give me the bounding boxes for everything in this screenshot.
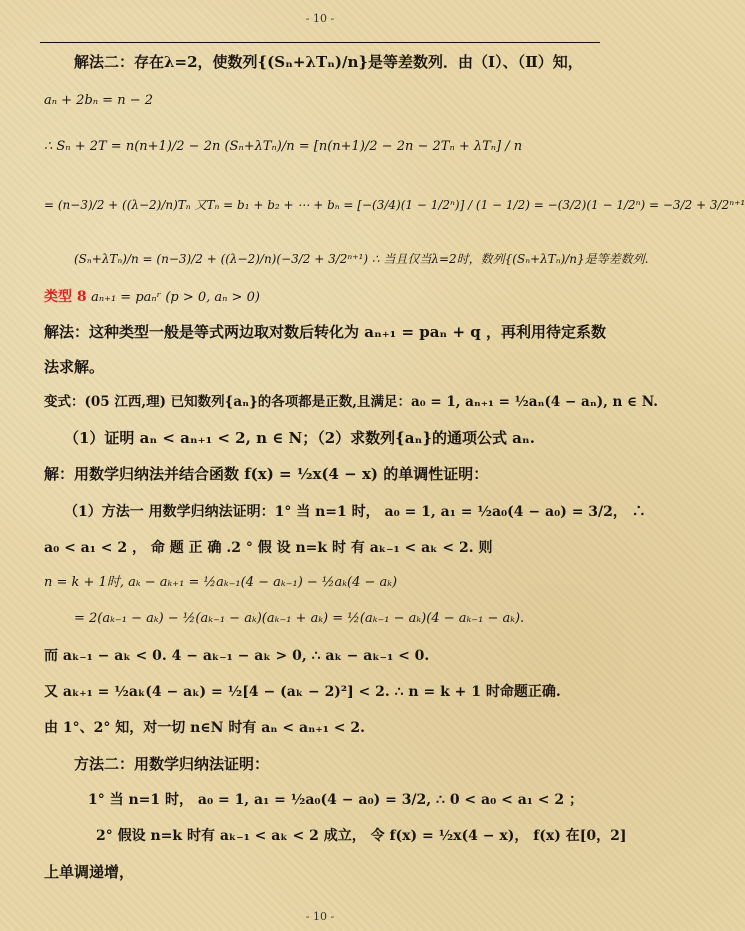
header-rule [40,42,600,43]
method-two-heading: 解法二：存在λ=2，使数列{(Sₙ+λTₙ)/n}是等差数列．由（Ⅰ）、（Ⅱ）知， [74,53,583,71]
solution-intro: 解：用数学归纳法并结合函数 f(x) = ½x(4 − x) 的单调性证明： [44,465,489,483]
proof-line: 上单调递增， [44,863,135,881]
equation-line: ∴ Sₙ + 2T = n(n+1)/2 − 2n (Sₙ+λTₙ)/n = [n(n+1)/2 − 2n − 2Tₙ + λTₙ] / n [44,139,523,154]
equation-line: n = k + 1时, aₖ − aₖ₊₁ = ½aₖ₋₁(4 − aₖ₋₁) − ½aₖ(4 − aₖ) [44,575,398,590]
proof-line: 又 aₖ₊₁ = ½aₖ(4 − aₖ) = ½[4 − (aₖ − 2)²] < 2. ∴ n = k + 1 时命题正确. [44,684,561,700]
type-formula: aₙ₊₁ = paₙʳ (p > 0, aₙ > 0) [91,290,260,305]
proof-line: 而 aₖ₋₁ − aₖ < 0. 4 − aₖ₋₁ − aₖ > 0, ∴ aₖ − aₖ₋₁ < 0. [44,648,430,664]
equation-line: = 2(aₖ₋₁ − aₖ) − ½(aₖ₋₁ − aₖ)(aₖ₋₁ + aₖ) = ½(aₖ₋₁ − aₖ)(4 − aₖ₋₁ − aₖ). [74,611,525,626]
solution-paragraph: 法求解。 [44,358,105,376]
variant-problem: 变式：(05 江西,理) 已知数列{aₙ}的各项都是正数,且满足：a₀ = 1, aₙ₊₁ = ½aₙ(4 − aₙ), n ∈ N. [44,394,658,410]
solution-paragraph: 解法：这种类型一般是等式两边取对数后转化为 aₙ₊₁ = paₙ + q ，再利用待定系数 [44,323,606,341]
proof-line: 1° 当 n=1 时， a₀ = 1, a₁ = ½a₀(4 − a₀) = 3/2, ∴ 0 < a₀ < a₁ < 2 ； [88,792,584,808]
equation-line: = (n−3)/2 + ((λ−2)/n)Tₙ 又Tₙ = b₁ + b₂ + ⋯ + bₙ = [−(3/4)(1 − 1/2ⁿ)] / (1 − 1/2) = −(3/2)(1 − 1/2ⁿ) = −3/2 + 3/2ⁿ⁺¹ [44,198,745,212]
type-label: 类型 8 [44,289,87,305]
equation-line: aₙ + 2bₙ = n − 2 [44,93,153,108]
proof-line: 2° 假设 n=k 时有 aₖ₋₁ < aₖ < 2 成立， 令 f(x) = ½x(4 − x)， f(x) 在[0，2] [96,828,627,844]
method-heading: 方法二：用数学归纳法证明： [74,755,270,773]
proof-line: （1）方法一 用数学归纳法证明：1° 当 n=1 时， a₀ = 1, a₁ = ½a₀(4 − a₀) = 3/2， ∴ [64,504,646,520]
problem-parts: （1）证明 aₙ < aₙ₊₁ < 2, n ∈ N；（2）求数列{aₙ}的通项公式 aₙ. [64,429,535,447]
proof-line: 由 1°、2° 知，对一切 n∈N 时有 aₙ < aₙ₊₁ < 2. [44,720,365,736]
page-number-bottom: - 10 - [305,910,335,923]
proof-line: a₀ < a₁ < 2 ， 命 题 正 确 .2 ° 假 设 n=k 时 有 aₖ₋₁ < aₖ < 2. 则 [44,540,493,556]
page-number-top: - 10 - [305,12,335,25]
equation-line: (Sₙ+λTₙ)/n = (n−3)/2 + ((λ−2)/n)(−3/2 + 3/2ⁿ⁺¹) ∴ 当且仅当λ=2时，数列{(Sₙ+λTₙ)/n}是等差数列. [74,252,649,266]
type-8-heading [44,287,602,308]
